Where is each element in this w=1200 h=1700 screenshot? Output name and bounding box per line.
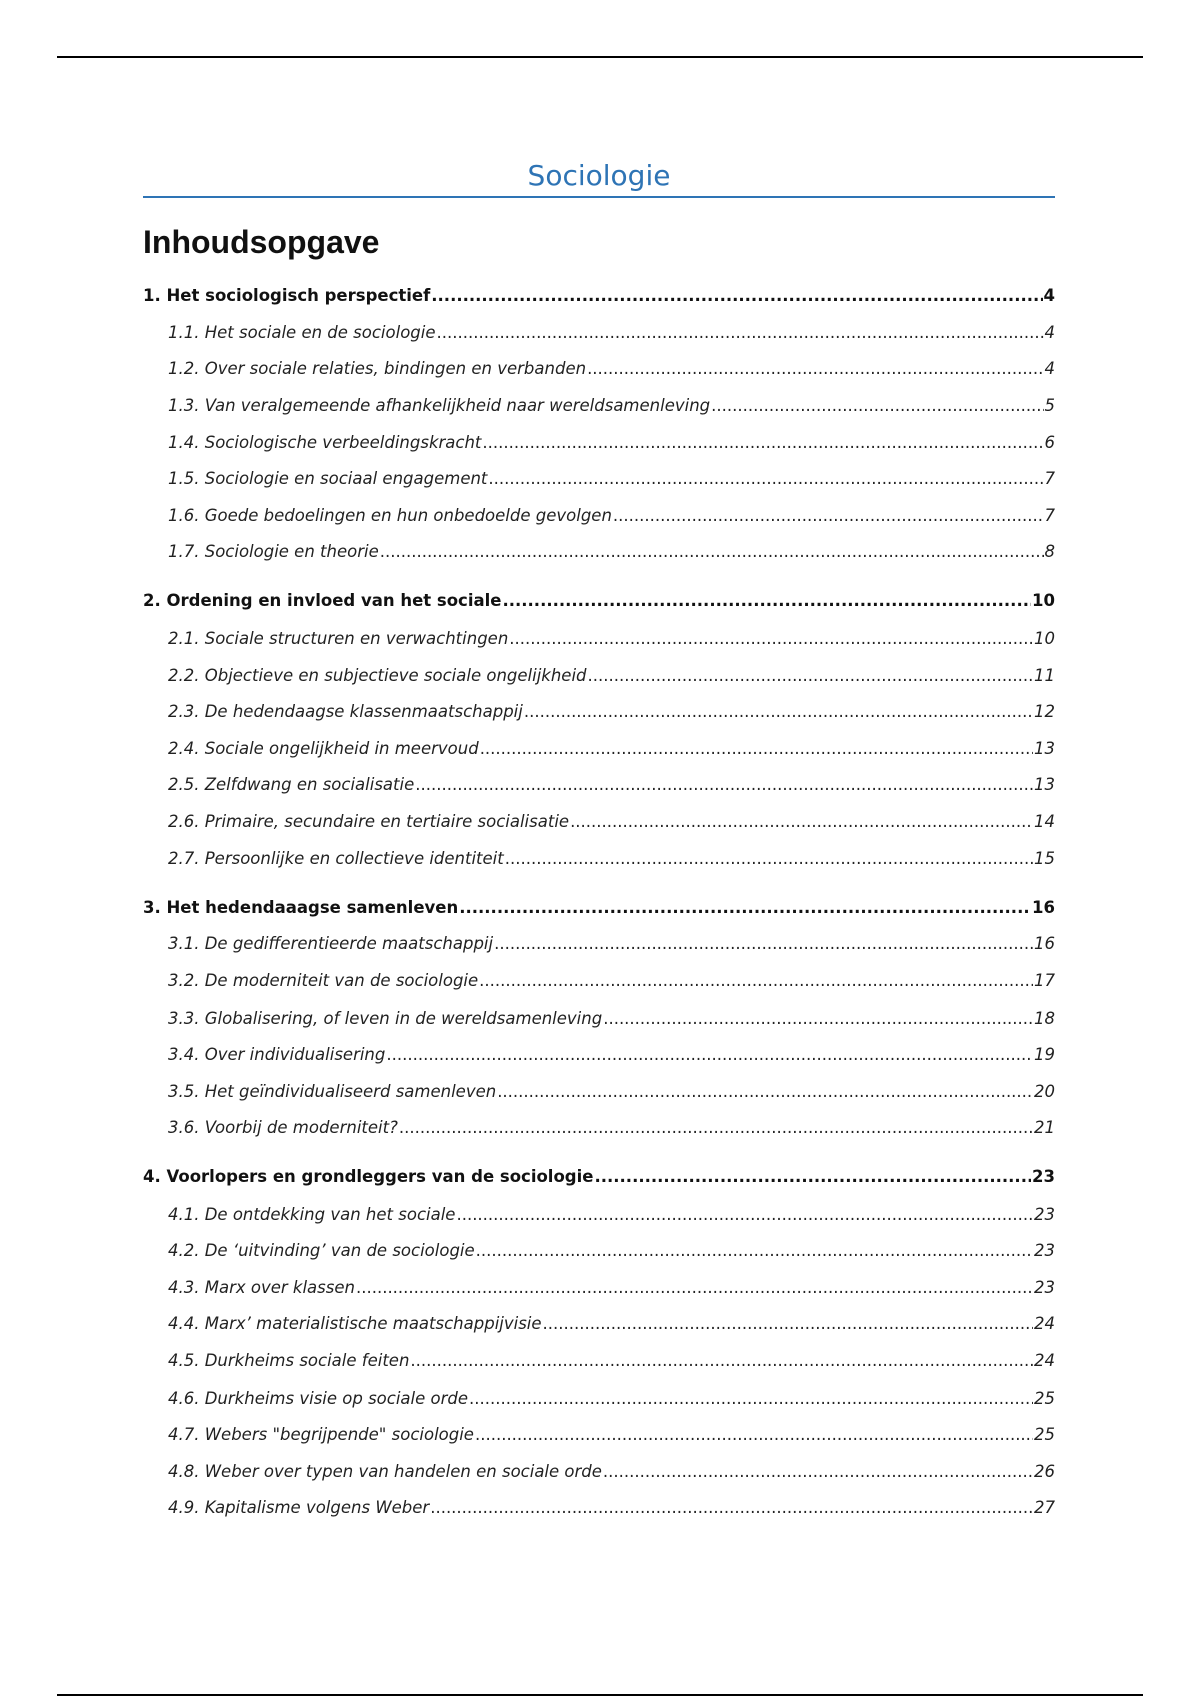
toc-entry-page: 13 — [1034, 739, 1055, 758]
toc-leader — [543, 1313, 1033, 1335]
toc-entry-page: 25 — [1034, 1389, 1055, 1408]
toc-entry[interactable] — [143, 1166, 1055, 1188]
toc-entry-label: 4.1. De ontdekking van het sociale — [168, 1205, 456, 1224]
toc-entry[interactable] — [143, 897, 1055, 919]
toc-entry[interactable] — [168, 848, 1055, 870]
toc-leader — [480, 738, 1033, 760]
toc-entry-page: 16 — [1032, 898, 1055, 917]
toc-entry-label: 1.2. Over sociale relaties, bindingen en verbanden — [168, 359, 587, 378]
toc-entry-page: 23 — [1034, 1205, 1055, 1224]
toc-entry-label: 4. Voorlopers en grondleggers van de sociologie — [143, 1167, 594, 1186]
toc-entry-page: 14 — [1034, 812, 1055, 831]
toc-entry-label: 2.6. Primaire, secundaire en tertiaire socialisatie — [168, 812, 570, 831]
toc-entry[interactable] — [168, 1350, 1055, 1372]
toc-entry-page: 10 — [1034, 629, 1055, 648]
toc-entry[interactable] — [168, 541, 1055, 563]
toc-entry-label: 1.3. Van veralgemeende afhankelijkheid naar wereldsamenleving — [168, 396, 711, 415]
toc-heading: Inhoudsopgave — [143, 224, 380, 260]
toc-entry[interactable] — [168, 774, 1055, 796]
toc-leader — [505, 848, 1033, 870]
toc-entry[interactable] — [168, 1424, 1055, 1446]
toc-entry-page: 16 — [1034, 934, 1055, 953]
toc-entry-page: 26 — [1034, 1462, 1055, 1481]
toc-entry-page: 18 — [1034, 1009, 1055, 1028]
toc-entry[interactable] — [168, 628, 1055, 650]
toc-leader — [469, 1388, 1033, 1410]
toc-leader — [456, 1204, 1033, 1226]
toc-leader — [430, 1497, 1033, 1519]
toc-entry-page: 17 — [1034, 971, 1055, 990]
toc-entry[interactable] — [168, 1388, 1055, 1410]
toc-entry-label: 3.3. Globalisering, of leven in de wereldsamenleving — [168, 1009, 603, 1028]
toc-entry-page: 27 — [1034, 1498, 1055, 1517]
toc-leader — [509, 628, 1033, 650]
toc-leader — [711, 395, 1043, 417]
toc-entry-page: 4 — [1044, 359, 1055, 378]
toc-entry[interactable] — [168, 1461, 1055, 1483]
document-title: Sociologie — [527, 159, 671, 192]
toc-entry[interactable] — [168, 970, 1055, 992]
toc-entry-label: 1. Het sociologisch perspectief — [143, 286, 431, 305]
toc-entry-page: 6 — [1044, 433, 1055, 452]
footer-rule — [57, 1694, 1143, 1696]
toc-entry-label: 3.6. Voorbij de moderniteit? — [168, 1118, 398, 1137]
toc-entry-label: 2.2. Objectieve en subjectieve sociale ongelijkheid — [168, 666, 587, 685]
toc-entry-page: 23 — [1032, 1167, 1055, 1186]
toc-leader — [475, 1424, 1033, 1446]
toc-entry-label: 1.6. Goede bedoelingen en hun onbedoelde gevolgen — [168, 506, 612, 525]
toc-entry[interactable] — [168, 1044, 1055, 1066]
toc-entry[interactable] — [168, 1313, 1055, 1335]
toc-leader — [613, 505, 1044, 527]
toc-entry[interactable] — [168, 358, 1055, 380]
toc-entry-label: 2.5. Zelfdwang en socialisatie — [168, 775, 415, 794]
toc-entry-page: 7 — [1044, 506, 1055, 525]
toc-entry-page: 21 — [1034, 1118, 1055, 1137]
toc-entry-page: 4 — [1044, 323, 1055, 342]
toc-entry-label: 4.7. Webers "begrijpende" sociologie — [168, 1425, 474, 1444]
toc-entry[interactable] — [168, 738, 1055, 760]
toc-entry-label: 4.8. Weber over typen van handelen en sociale orde — [168, 1462, 602, 1481]
toc-leader — [603, 1008, 1033, 1030]
toc-entry-label: 4.6. Durkheims visie op sociale orde — [168, 1389, 469, 1408]
toc-entry-page: 25 — [1034, 1425, 1055, 1444]
toc-entry-label: 2.4. Sociale ongelijkheid in meervoud — [168, 739, 479, 758]
toc-entry-page: 11 — [1034, 666, 1055, 685]
toc-leader — [494, 933, 1033, 955]
toc-entry-label: 1.7. Sociologie en theorie — [168, 542, 379, 561]
toc-entry-page: 24 — [1034, 1314, 1055, 1333]
toc-entry[interactable] — [168, 665, 1055, 687]
toc-entry-label: 4.4. Marx’ materialistische maatschappijvisie — [168, 1314, 542, 1333]
toc-leader — [594, 1166, 1031, 1188]
toc-leader — [587, 358, 1043, 380]
toc-leader — [410, 1350, 1033, 1372]
toc-entry[interactable] — [168, 1117, 1055, 1139]
toc-entry-page: 24 — [1034, 1351, 1055, 1370]
toc-leader — [476, 1240, 1033, 1262]
toc-entry-page: 7 — [1044, 469, 1055, 488]
toc-entry-page: 15 — [1034, 849, 1055, 868]
toc-entry[interactable] — [168, 322, 1055, 344]
toc-entry[interactable] — [168, 1204, 1055, 1226]
toc-leader — [502, 590, 1031, 612]
toc-leader — [603, 1461, 1033, 1483]
toc-entry-label: 3. Het hedendaaagse samenleven — [143, 898, 459, 917]
toc-entry[interactable] — [168, 1497, 1055, 1519]
toc-entry-label: 1.4. Sociologische verbeeldingskracht — [168, 433, 482, 452]
toc-entry-label: 3.5. Het geïndividualiseerd samenleven — [168, 1082, 497, 1101]
toc-entry-page: 20 — [1034, 1082, 1055, 1101]
toc-entry-label: 2. Ordening en invloed van het sociale — [143, 591, 502, 610]
toc-leader — [356, 1277, 1033, 1299]
toc-entry-page: 5 — [1044, 396, 1055, 415]
toc-entry[interactable] — [168, 1277, 1055, 1299]
toc-entry-label: 2.1. Sociale structuren en verwachtingen — [168, 629, 509, 648]
toc-leader — [479, 970, 1033, 992]
toc-entry-label: 2.3. De hedendaagse klassenmaatschappij — [168, 702, 523, 721]
toc-leader — [524, 701, 1033, 723]
toc-leader — [431, 285, 1042, 307]
toc-leader — [497, 1081, 1033, 1103]
toc-entry-page: 12 — [1034, 702, 1055, 721]
toc-leader — [415, 774, 1033, 796]
title-underline — [143, 196, 1055, 198]
toc-entry[interactable] — [168, 1008, 1055, 1030]
toc-entry-page: 10 — [1032, 591, 1055, 610]
toc-entry[interactable] — [168, 1240, 1055, 1262]
toc-entry[interactable] — [168, 933, 1055, 955]
toc-entry-label: 4.9. Kapitalisme volgens Weber — [168, 1498, 430, 1517]
toc-entry[interactable] — [168, 1081, 1055, 1103]
toc-entry[interactable] — [168, 811, 1055, 833]
toc-leader — [482, 432, 1043, 454]
toc-leader — [386, 1044, 1033, 1066]
toc-leader — [588, 665, 1033, 687]
toc-entry-label: 1.5. Sociologie en sociaal engagement — [168, 469, 488, 488]
toc-leader — [459, 897, 1031, 919]
toc-entry-label: 3.2. De moderniteit van de sociologie — [168, 971, 479, 990]
toc-entry-page: 13 — [1034, 775, 1055, 794]
toc-entry[interactable] — [168, 468, 1055, 490]
toc-entry[interactable] — [143, 285, 1055, 307]
toc-entry[interactable] — [168, 432, 1055, 454]
toc-leader — [380, 541, 1044, 563]
toc-entry-page: 19 — [1034, 1045, 1055, 1064]
toc-entry-page: 23 — [1034, 1278, 1055, 1297]
toc-entry-label: 4.2. De ‘uitvinding’ van de sociologie — [168, 1241, 475, 1260]
toc-entry[interactable] — [143, 590, 1055, 612]
toc-entry-label: 1.1. Het sociale en de sociologie — [168, 323, 436, 342]
toc-entry-label: 4.3. Marx over klassen — [168, 1278, 355, 1297]
toc-entry-page: 4 — [1043, 286, 1055, 305]
toc-leader — [570, 811, 1033, 833]
toc-entry-label: 4.5. Durkheims sociale feiten — [168, 1351, 410, 1370]
toc-leader — [437, 322, 1044, 344]
toc-entry[interactable] — [168, 505, 1055, 527]
toc-entry-page: 8 — [1044, 542, 1055, 561]
toc-entry-label: 2.7. Persoonlijke en collectieve identiteit — [168, 849, 504, 868]
toc-entry[interactable] — [168, 395, 1055, 417]
toc-leader — [399, 1117, 1033, 1139]
toc-entry-label: 3.4. Over individualisering — [168, 1045, 386, 1064]
toc-entry[interactable] — [168, 701, 1055, 723]
toc-leader — [488, 468, 1043, 490]
header-rule — [57, 56, 1143, 58]
toc-entry-page: 23 — [1034, 1241, 1055, 1260]
toc-entry-label: 3.1. De gedifferentieerde maatschappij — [168, 934, 494, 953]
